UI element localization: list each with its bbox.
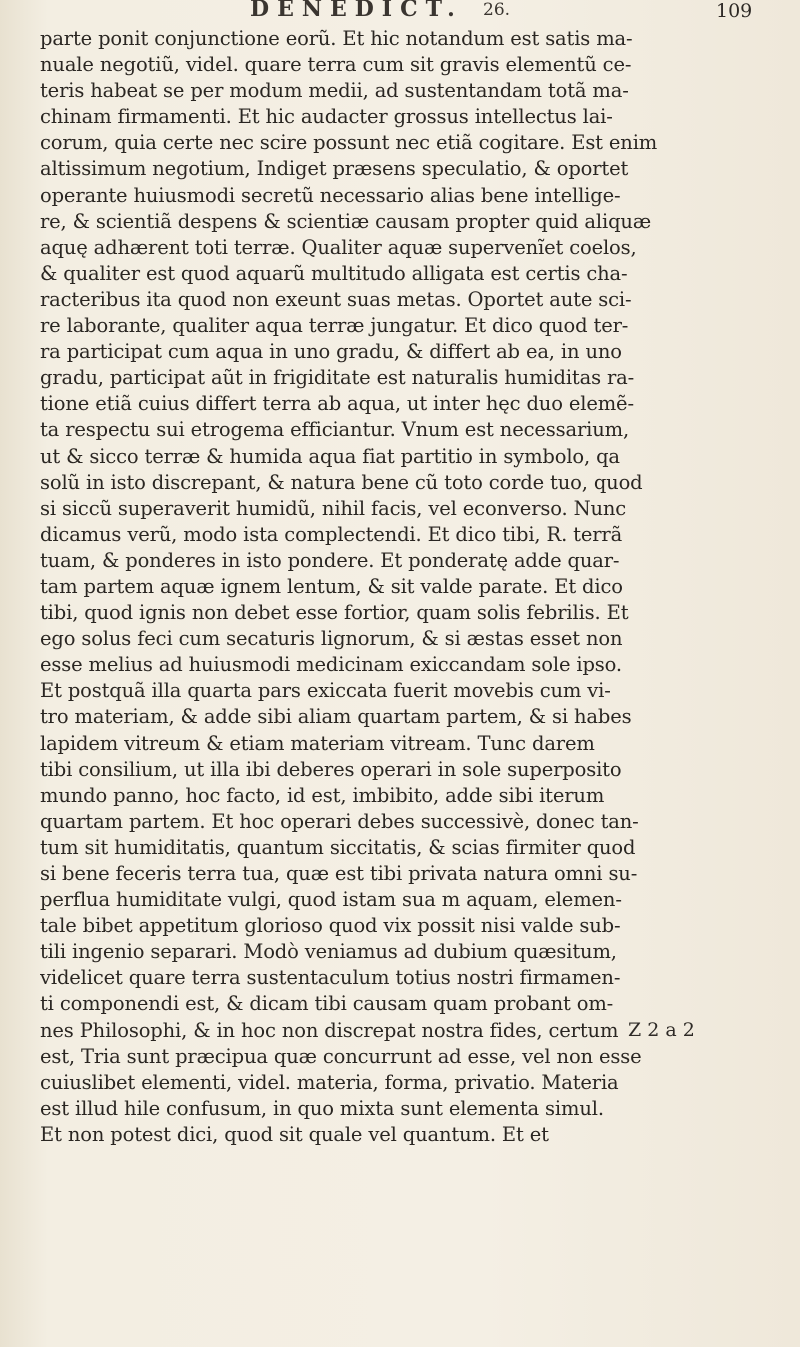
text-line: quartam partem. Et hoc operari debes successivè, donec tan- [40,809,639,833]
text-line: ego solus feci cum secaturis lignorum, & si æstas esset non [40,627,623,651]
text-line: videlicet quare terra sustentaculum totius nostri firmamen- [40,966,621,990]
text-line: Et non potest dici, quod sit quale vel quantum. Et et [40,1122,549,1146]
running-title: DENEDICT. [250,0,463,22]
page-number: 109 [716,0,753,22]
text-line: tale bibet appetitum glorioso quod vix possit nisi valde sub- [40,914,621,938]
text-line: re, & scientiã despens & scientiæ causam propter quid aliquæ [40,209,651,233]
text-line: si bene feceris terra tua, quæ est tibi privata natura omni su- [40,862,638,885]
text-line: gradu, participat aũt in frigiditate est naturalis humiditas ra- [40,366,635,390]
body-text [40,26,780,1148]
text-line: dicamus verũ, modo ista complectendi. Et dico tibi, R. terrã [40,522,623,546]
text-line: chinam firmamenti. Et hic audacter grossus intellectus lai- [40,105,613,129]
text-line: operante huiusmodi secretũ necessario alias bene intellige- [40,183,621,207]
text-line: aquę adhærent toti terræ. Qualiter aquæ supervenĩet coelos, [40,235,637,259]
text-line: ta respectu sui etrogema efficiantur. Vnum est necessarium, [40,418,629,442]
text-line: nuale negotiũ, videl. quare terra cum sit gravis elementũ ce- [40,53,632,77]
text-line: tibi consilium, ut illa ibi deberes operari in sole superposito [40,757,622,781]
text-line: tili ingenio separari. Modò veniamus ad dubium quæsitum, [40,940,617,964]
text-line: altissimum negotium, Indiget præsens speculatio, & oportet [40,157,629,181]
text-line: est illud hile confusum, in quo mixta sunt elementa simul. [40,1096,604,1120]
text-line: tione etiã cuius differt terra ab aqua, ut inter hęc duo elemẽ- [40,392,634,416]
chapter-number: 26. [483,0,511,20]
text-line: tibi, quod ignis non debet esse fortior, quam solis febrilis. Et [40,601,629,625]
text-line: tam partem aquæ ignem lentum, & sit valde parate. Et dico [40,574,623,598]
text-line: est, Tria sunt præcipua quæ concurrunt ad esse, vel non esse [40,1044,642,1068]
text-line: & qualiter est quod aquarũ multitudo alligata est certis cha- [40,261,628,285]
text-line: tuam, & ponderes in isto pondere. Et ponderatę adde quar- [40,548,620,572]
text-line: racteribus ita quod non exeunt suas metas. Oportet aute sci- [40,287,632,311]
catchword-signature: Z 2 a 2 [628,1019,695,1041]
running-head [40,0,760,22]
text-line: si siccũ superaverit humidũ, nihil facis, vel econverso. Nunc [40,496,627,520]
text-line: corum, quia certe nec scire possunt nec etiã cogitare. Est enim [40,131,658,155]
text-line: lapidem vitreum & etiam materiam vitream. Tunc darem [40,731,595,755]
text-line: parte ponit conjunctione eorũ. Et hic notandum est satis ma- [40,27,633,50]
text-line: teris habeat se per modum medii, ad sustentandam totã ma- [40,79,629,103]
text-line: nes Philosophi, & in hoc non discrepat nostra fides, certum [40,1018,619,1042]
text-line: Et postquã illa quarta pars exiccata fuerit movebis cum vi- [40,679,611,703]
text-line: perflua humiditate vulgi, quod istam sua m aquam, elemen- [40,888,622,912]
text-line: ut & sicco terræ & humida aqua fiat partitio in symbolo, qa [40,444,620,468]
text-line: tum sit humiditatis, quantum siccitatis, & scias firmiter quod [40,835,636,859]
text-line: tro materiam, & adde sibi aliam quartam partem, & si habes [40,705,632,729]
text-line: mundo panno, hoc facto, id est, imbibito, adde sibi iterum [40,783,605,807]
text-line: ra participat cum aqua in uno gradu, & differt ab ea, in uno [40,340,622,364]
text-line: re laborante, qualiter aqua terræ jungatur. Et dico quod ter- [40,314,629,338]
text-line: cuiuslibet elementi, videl. materia, forma, privatio. Materia [40,1070,619,1094]
text-line: ti componendi est, & dicam tibi causam quam probant om- [40,992,614,1016]
text-line: esse melius ad huiusmodi medicinam exiccandam sole ipso. [40,653,622,677]
text-line: solũ in isto discrepant, & natura bene cũ toto corde tuo, quod [40,470,643,494]
